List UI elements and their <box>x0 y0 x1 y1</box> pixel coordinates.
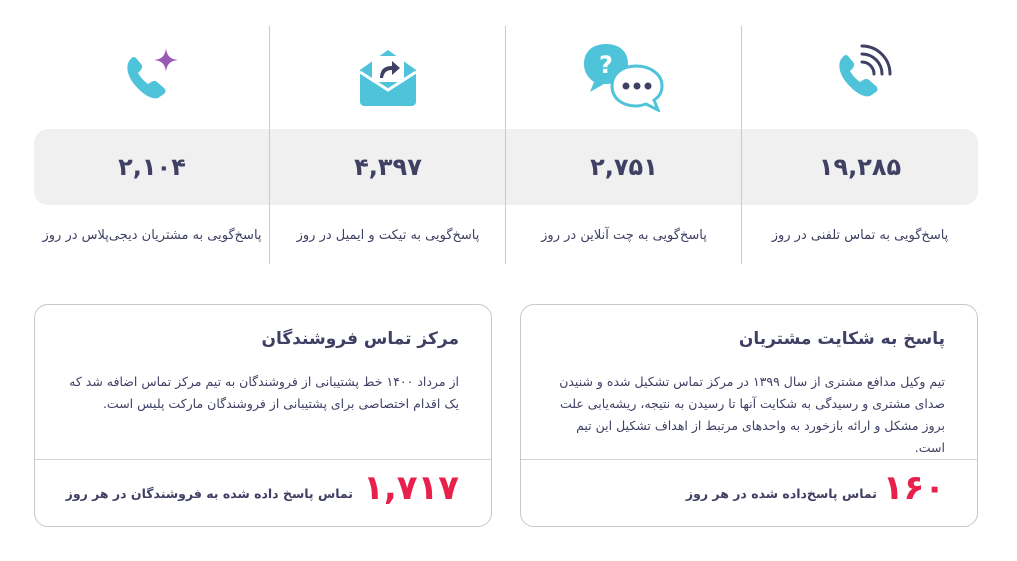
complaints-card <box>520 304 978 527</box>
mail-forward-icon <box>270 36 506 116</box>
stat-label: پاسخ‌گویی به مشتریان دیجی‌پلاس در روز <box>42 227 262 243</box>
card-stat-caption: تماس پاسخ داده شده به فروشندگان در هر روز <box>65 486 353 501</box>
stats-section <box>34 26 978 264</box>
stat-divider <box>741 26 742 264</box>
stat-value: ۲,۱۰۴ <box>118 153 186 181</box>
stat-value: ۴,۳۹۷ <box>354 153 422 181</box>
stat-divider <box>269 26 270 264</box>
stat-divider <box>505 26 506 264</box>
stat-label: پاسخ‌گویی به چت آنلاین در روز <box>541 227 707 243</box>
stat-phone <box>742 26 978 264</box>
card-title: مرکز تماس فروشندگان <box>261 329 459 349</box>
chat-question-icon <box>506 36 742 116</box>
card-stat-caption: تماس پاسخ‌داده شده در هر روز <box>685 486 877 501</box>
sellers-card <box>34 304 492 527</box>
card-stat-value: ۱۶۰ <box>882 468 945 508</box>
phone-sparkle-icon <box>34 36 270 116</box>
card-title: پاسخ به شکایت مشتریان <box>738 329 945 349</box>
stat-digiplus <box>34 26 270 264</box>
stat-mail <box>270 26 506 264</box>
card-footer <box>35 460 491 527</box>
stat-label: پاسخ‌گویی به تیکت و ایمیل در روز <box>296 227 480 243</box>
card-description: از مرداد ۱۴۰۰ خط پشتیبانی از فروشندگان به تیم مرکز تماس اضافه شد که یک اقدام اختصاصی برای پشتیبانی از فروشندگان مارکت پلیس است. <box>69 374 459 411</box>
phone-signal-icon <box>742 36 978 116</box>
stat-chat <box>506 26 742 264</box>
stat-value: ۲,۷۵۱ <box>590 153 658 181</box>
stat-label: پاسخ‌گویی به تماس تلفنی در روز <box>771 227 949 243</box>
stat-value: ۱۹,۲۸۵ <box>818 153 902 181</box>
card-footer <box>521 460 977 527</box>
card-description: تیم وکیل مدافع مشتری از سال ۱۳۹۹ در مرکز تماس تشکیل شده و شنیدن صدای مشتری و رسیدگی به شکایت آنها تا رسیدن به نتیجه، ریشه‌یابی علت بروز مشکل و ارائه بازخورد به واحدهای مرتبط از اهداف تشکیل این تیم است. <box>559 374 945 455</box>
svg-text:?: ? <box>599 51 613 79</box>
card-stat-value: ۱,۷۱۷ <box>363 468 459 508</box>
